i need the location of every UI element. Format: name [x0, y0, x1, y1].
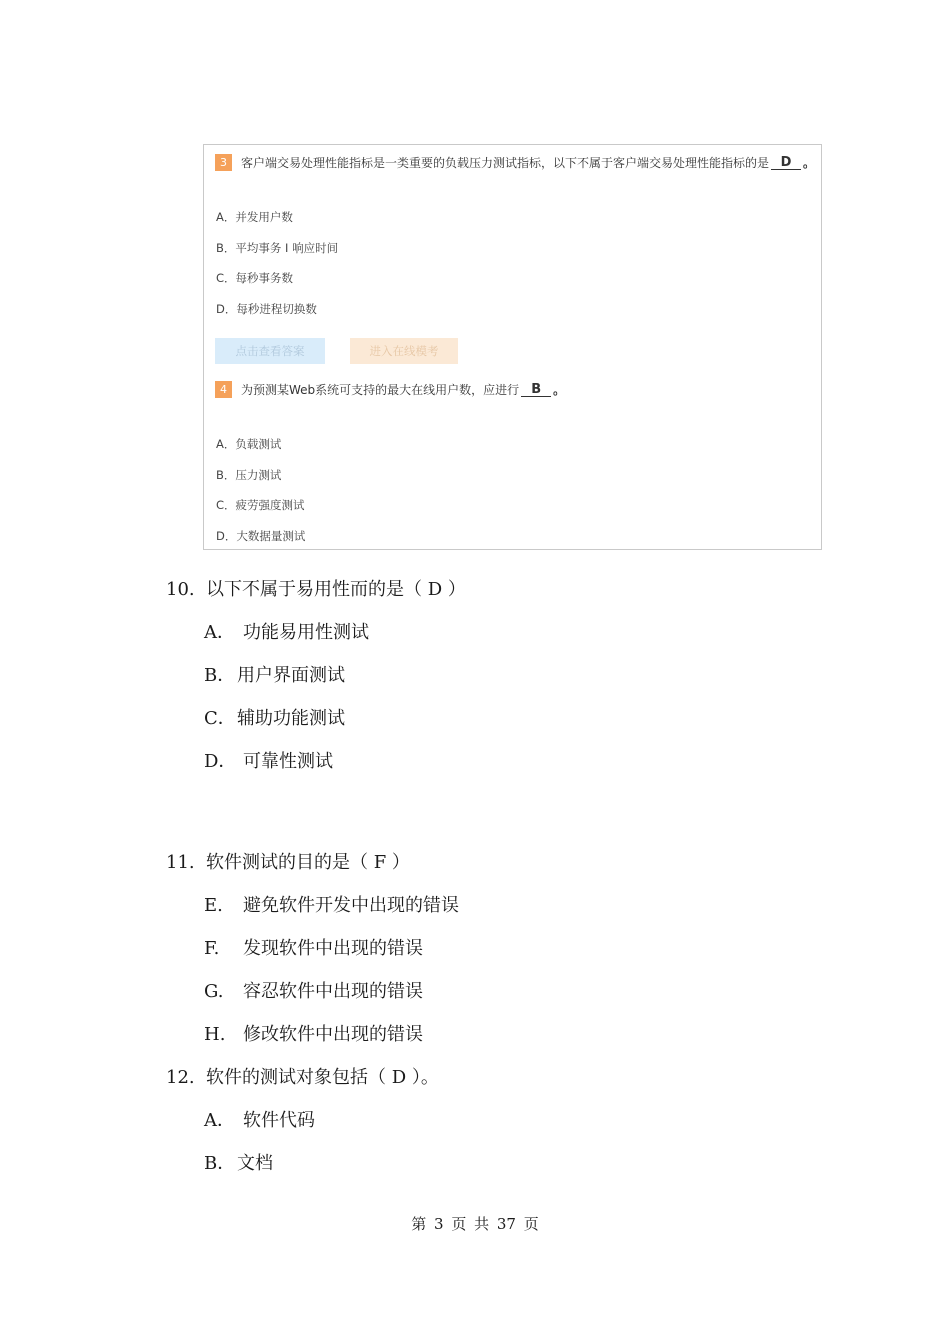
embedded-quiz-screenshot [203, 144, 822, 550]
option-letter: F. [204, 938, 220, 959]
page-footer: 第 3 页 共 37 页 [411, 1215, 539, 1233]
quiz-question-3 [215, 154, 815, 171]
quiz-option: B．压力测试 [216, 468, 282, 482]
option-line [204, 891, 459, 917]
option-letter: H. [204, 1024, 226, 1045]
quiz-option: B．平均事务 I 响应时间 [216, 241, 339, 255]
option-line [204, 661, 345, 687]
question-text: 以下不属于易用性而的是（ D ） [206, 579, 466, 600]
option-letter: C． [204, 708, 236, 729]
quiz-option: A．并发用户数 [216, 210, 293, 224]
option-letter: B． [204, 1153, 236, 1174]
option-line [204, 977, 423, 1003]
option-letter: A． [204, 622, 235, 643]
option-text: 功能易用性测试 [243, 622, 369, 643]
quiz-question-4 [215, 381, 565, 398]
option-line [204, 1106, 315, 1132]
option-text: 用户界面测试 [237, 665, 345, 686]
question-text: 客户端交易处理性能指标是一类重要的负载压力测试指标，以下不属于客户端交易处理性能指标的是 [241, 156, 770, 170]
question-11 [166, 848, 410, 874]
option-line [204, 934, 423, 960]
option-text: 修改软件中出现的错误 [243, 1024, 423, 1045]
option-letter: D． [204, 751, 237, 772]
option-text: 发现软件中出现的错误 [243, 938, 423, 959]
question-text: 软件的测试对象包括（ D ）。 [206, 1067, 439, 1088]
question-number: 11. [166, 852, 195, 873]
option-letter: B． [204, 665, 236, 686]
question-text: 为预测某Web系统可支持的最大在线用户数，应进行 [241, 383, 520, 397]
option-text: 软件代码 [243, 1110, 315, 1131]
option-letter: A． [204, 1110, 235, 1131]
question-end: 。 [553, 383, 566, 397]
question-10 [166, 575, 466, 601]
option-letter: G. [204, 981, 224, 1002]
option-line [204, 1149, 273, 1175]
option-letter: E. [204, 895, 223, 916]
question-number-badge: 4 [215, 381, 232, 398]
quiz-option: D．大数据量测试 [216, 529, 306, 543]
quiz-option: A．负载测试 [216, 437, 282, 451]
online-exam-button[interactable]: 进入在线模考 [350, 338, 458, 364]
quiz-option: C．疲劳强度测试 [216, 498, 305, 512]
question-text: 软件测试的目的是（ F ） [206, 852, 410, 873]
answer-blank: D [771, 156, 801, 170]
question-number-badge: 3 [215, 154, 232, 171]
option-text: 文档 [237, 1153, 273, 1174]
option-line [204, 618, 369, 644]
option-line [204, 704, 345, 730]
quiz-option: D．每秒进程切换数 [216, 302, 317, 316]
quiz-option: C．每秒事务数 [216, 271, 294, 285]
option-line [204, 747, 333, 773]
option-text: 可靠性测试 [243, 751, 333, 772]
option-text: 避免软件开发中出现的错误 [243, 895, 459, 916]
answer-blank: B [521, 383, 551, 397]
question-number: 10. [166, 579, 195, 600]
option-text: 辅助功能测试 [237, 708, 345, 729]
question-end: 。 [803, 156, 816, 170]
question-12 [166, 1063, 439, 1089]
view-answer-button[interactable]: 点击查看答案 [215, 338, 325, 364]
option-text: 容忍软件中出现的错误 [243, 981, 423, 1002]
question-number: 12. [166, 1067, 195, 1088]
option-line [204, 1020, 423, 1046]
